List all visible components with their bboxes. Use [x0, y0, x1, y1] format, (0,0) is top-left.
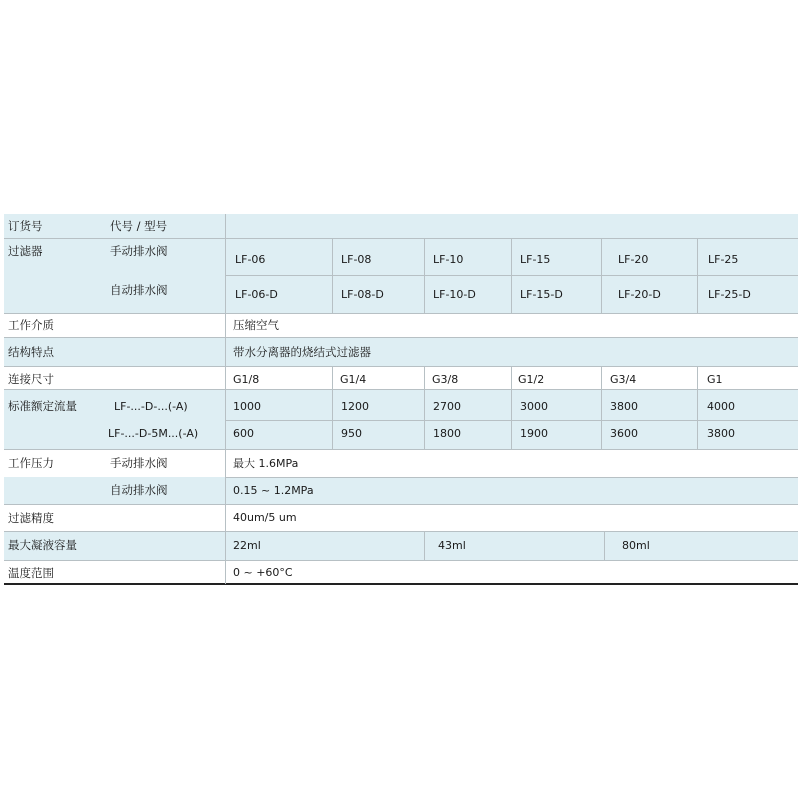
- connection-cell: G1/4: [340, 373, 367, 386]
- column-divider: [225, 214, 226, 584]
- structure-value: 带水分离器的烧结式过滤器: [233, 345, 371, 359]
- condensate-cell: 80ml: [622, 539, 650, 552]
- condensate-band: [4, 531, 798, 560]
- pressure-manual-value: 最大 1.6MPa: [233, 457, 299, 470]
- divider: [4, 366, 798, 367]
- column-divider: [424, 366, 425, 449]
- model-cell: LF-20-D: [618, 288, 661, 301]
- divider: [4, 238, 798, 239]
- medium-value: 压缩空气: [233, 318, 279, 332]
- flow-code: LF-...-D-...(-A): [114, 400, 188, 413]
- flow-cell: 1200: [341, 400, 369, 413]
- auto-drain-label: 自动排水阀: [110, 283, 168, 297]
- divider: [225, 477, 798, 478]
- connection-cell: G1: [707, 373, 723, 386]
- condensate-label: 最大凝液容量: [8, 538, 77, 552]
- model-cell: LF-10: [433, 253, 464, 266]
- condensate-cell: 22ml: [233, 539, 261, 552]
- divider: [4, 313, 798, 314]
- connection-cell: G1/8: [233, 373, 260, 386]
- medium-label: 工作介质: [8, 318, 54, 332]
- model-cell: LF-25: [708, 253, 739, 266]
- divider: [4, 504, 798, 505]
- divider: [4, 560, 798, 561]
- flow-cell: 3800: [610, 400, 638, 413]
- column-divider: [601, 238, 602, 313]
- model-cell: LF-25-D: [708, 288, 751, 301]
- divider: [4, 449, 798, 450]
- model-cell: LF-08: [341, 253, 372, 266]
- structure-band: [4, 337, 798, 366]
- model-cell: LF-08-D: [341, 288, 384, 301]
- column-divider: [601, 366, 602, 449]
- divider: [4, 337, 798, 338]
- column-divider: [604, 531, 605, 560]
- flow-cell: 1800: [433, 427, 461, 440]
- connection-cell: G3/8: [432, 373, 459, 386]
- precision-value: 40um/5 um: [233, 511, 297, 524]
- column-divider: [424, 531, 425, 560]
- column-divider: [697, 366, 698, 449]
- model-cell: LF-15-D: [520, 288, 563, 301]
- model-cell: LF-06: [235, 253, 266, 266]
- divider: [4, 389, 798, 390]
- model-cell: LF-15: [520, 253, 551, 266]
- flow-cell: 2700: [433, 400, 461, 413]
- model-cell: LF-20: [618, 253, 649, 266]
- column-divider: [424, 238, 425, 313]
- flow-label: 标准额定流量: [8, 399, 77, 413]
- model-cell: LF-10-D: [433, 288, 476, 301]
- flow-cell: 1000: [233, 400, 261, 413]
- precision-label: 过滤精度: [8, 511, 54, 525]
- structure-label: 结构特点: [8, 345, 54, 359]
- connection-label: 连接尺寸: [8, 372, 54, 386]
- manual-drain-label: 手动排水阀: [110, 244, 168, 258]
- flow-cell: 1900: [520, 427, 548, 440]
- condensate-cell: 43ml: [438, 539, 466, 552]
- table-bottom-rule: [4, 583, 798, 585]
- column-divider: [332, 366, 333, 449]
- flow-cell: 600: [233, 427, 254, 440]
- flow-code: LF-...-D-5M...(-A): [108, 427, 199, 440]
- filter-label: 过滤器: [8, 244, 43, 258]
- code-model-header: 代号 / 型号: [110, 219, 168, 233]
- divider: [4, 531, 798, 532]
- pressure-label: 工作压力: [8, 456, 54, 470]
- column-divider: [511, 238, 512, 313]
- model-cell: LF-06-D: [235, 288, 278, 301]
- order-number-header: 订货号: [8, 219, 43, 233]
- column-divider: [697, 238, 698, 313]
- temperature-value: 0 ~ +60°C: [233, 566, 293, 579]
- pressure-manual-label: 手动排水阀: [110, 456, 168, 470]
- column-divider: [332, 238, 333, 313]
- connection-cell: G3/4: [610, 373, 637, 386]
- temperature-label: 温度范围: [8, 566, 54, 580]
- pressure-auto-label: 自动排水阀: [110, 483, 168, 497]
- flow-cell: 4000: [707, 400, 735, 413]
- flow-cell: 3800: [707, 427, 735, 440]
- flow-cell: 950: [341, 427, 362, 440]
- flow-cell: 3000: [520, 400, 548, 413]
- connection-cell: G1/2: [518, 373, 545, 386]
- pressure-auto-value: 0.15 ~ 1.2MPa: [233, 484, 314, 497]
- flow-cell: 3600: [610, 427, 638, 440]
- column-divider: [511, 366, 512, 449]
